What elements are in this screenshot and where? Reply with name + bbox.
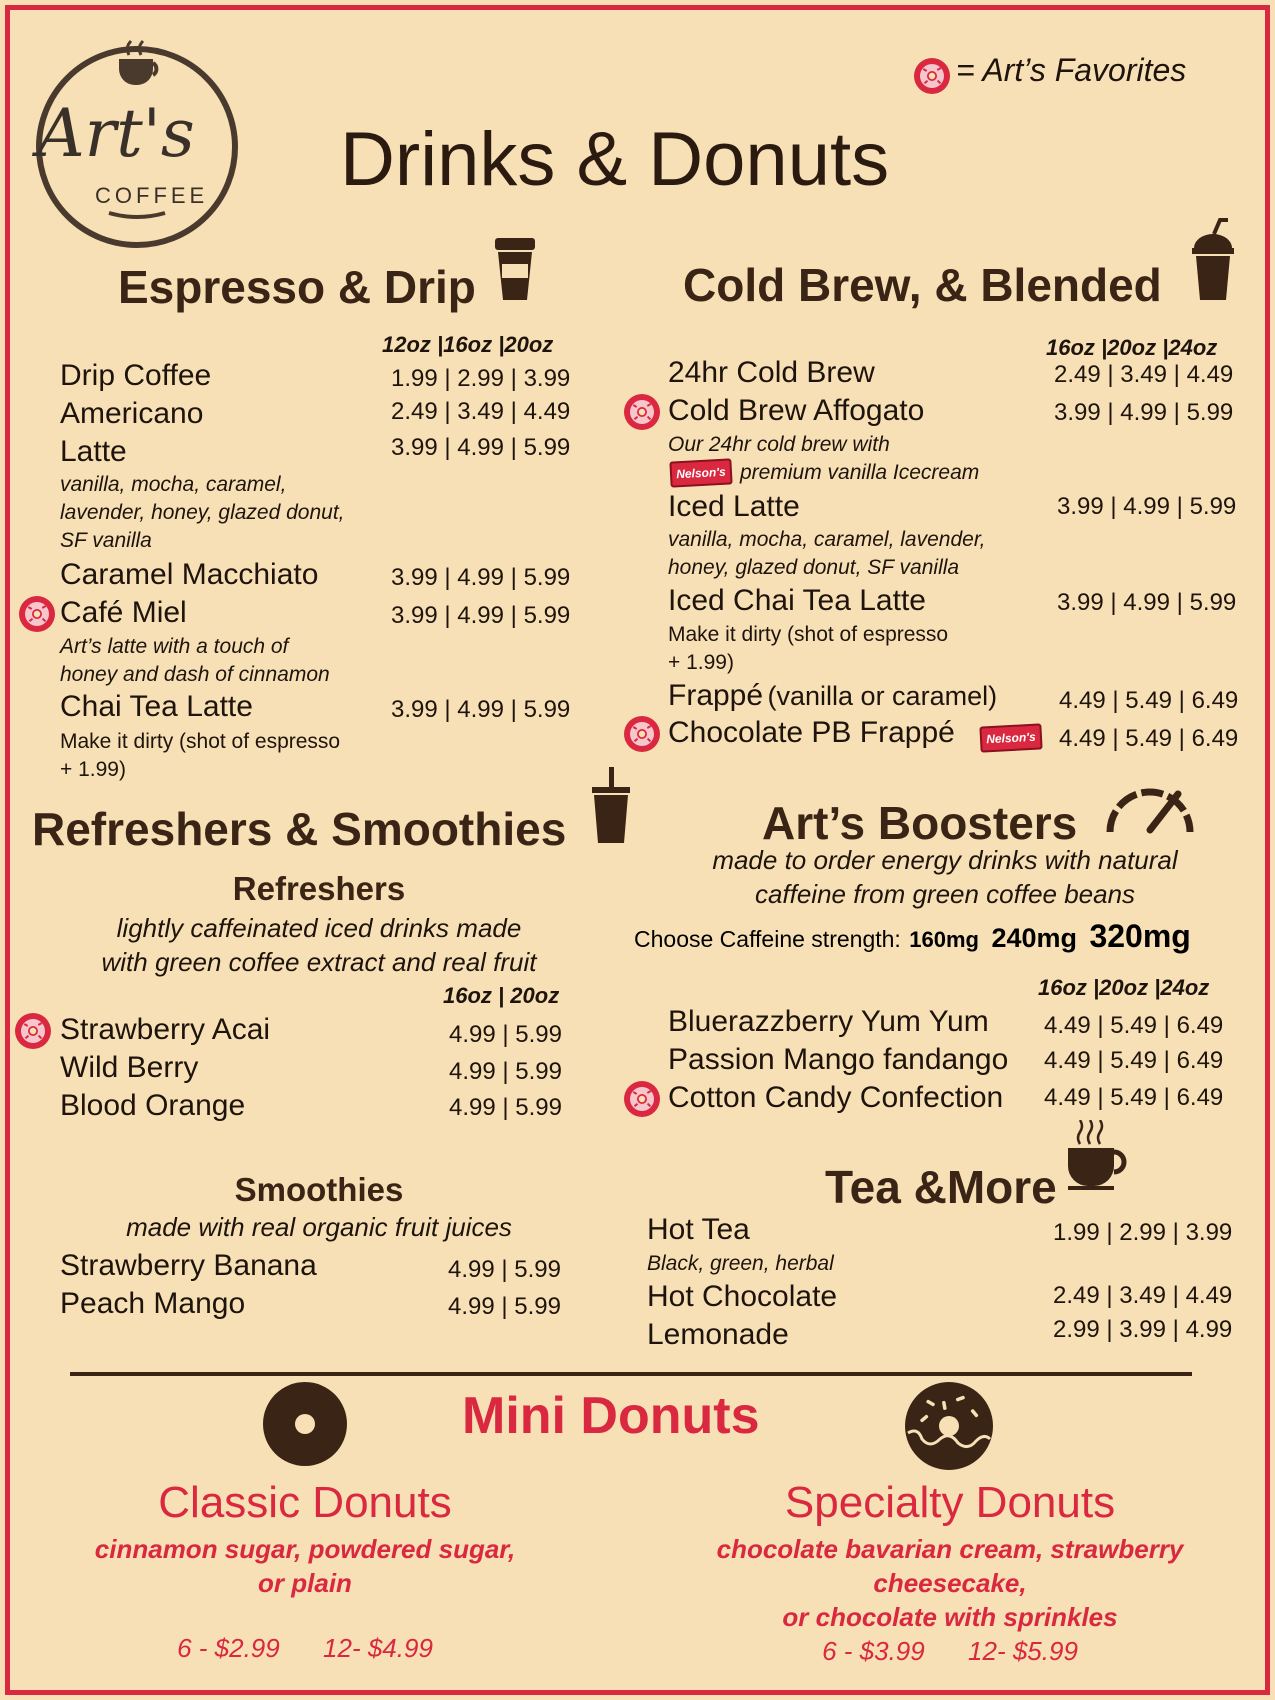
sprinkle-donut-icon <box>904 1381 994 1471</box>
item-price: 1.99 | 2.99 | 3.99 <box>391 365 571 392</box>
steaming-mug-icon <box>1066 1120 1130 1192</box>
list-item: Bluerazzberry Yum Yum <box>668 1005 989 1038</box>
classic-donuts-prices: 6 - $2.99 12- $4.99 <box>177 1633 433 1663</box>
item-price: 4.49 | 5.49 | 6.49 <box>1044 1084 1224 1111</box>
item-description: premium vanilla Icecream <box>740 461 980 484</box>
item-price: 4.49 | 5.49 | 6.49 <box>1044 1012 1224 1039</box>
item-price: 4.99 | 5.99 <box>448 1293 561 1320</box>
list-item: Wild Berry <box>60 1051 199 1084</box>
page-title: Drinks & Donuts <box>340 117 890 202</box>
smoothies-title: Smoothies <box>234 1171 404 1208</box>
item-price: 3.99 | 4.99 | 5.99 <box>391 564 571 591</box>
tea-section-title: Tea &More <box>825 1161 1057 1213</box>
logo-script: Art's <box>37 95 195 172</box>
donut-favorite-icon <box>623 1080 661 1118</box>
list-item: Americano <box>60 397 204 430</box>
list-item <box>668 679 997 713</box>
item-price: 3.99 | 4.99 | 5.99 <box>391 696 571 723</box>
item-price: 4.99 | 5.99 <box>449 1094 562 1121</box>
list-item: Caramel Macchiato <box>60 558 319 591</box>
iced-drink-icon <box>1190 218 1236 302</box>
strength-320: 320mg <box>1089 918 1191 954</box>
item-description: Make it dirty (shot of espresso + 1.99) <box>60 730 341 781</box>
item-description: vanilla, mocha, caramel, lavender, honey, glazed donut, SF vanilla <box>668 528 986 579</box>
logo-sub: COFFEE <box>95 183 209 208</box>
item-price: 3.99 | 4.99 | 5.99 <box>1057 493 1237 520</box>
item-price: 2.49 | 3.49 | 4.49 <box>1053 1282 1233 1309</box>
donut-favorite-icon <box>623 715 661 753</box>
list-item: Passion Mango fandango <box>668 1043 1009 1076</box>
section-divider <box>70 1372 1192 1376</box>
item-price: 1.99 | 2.99 | 3.99 <box>1053 1219 1233 1246</box>
specialty-donuts-description: chocolate bavarian cream, strawberry cheesecake, or chocolate with sprinkles <box>716 1534 1184 1632</box>
plain-donut-icon <box>262 1381 348 1467</box>
item-price: 4.99 | 5.99 <box>449 1058 562 1085</box>
item-price: 2.49 | 3.49 | 4.49 <box>1054 361 1234 388</box>
list-item: Drip Coffee <box>60 359 212 392</box>
boosters-section-title: Art’s Boosters <box>762 797 1078 849</box>
speedometer-icon <box>1102 780 1198 836</box>
boosters-description: made to order energy drinks with natural caffeine from green coffee beans <box>712 845 1178 909</box>
item-name-suffix: (vanilla or caramel) <box>767 681 998 711</box>
caffeine-strength-row <box>634 918 1191 955</box>
item-description: Art’s latte with a touch of honey and dash of cinnamon <box>60 635 330 686</box>
item-description: Black, green, herbal <box>647 1252 834 1275</box>
item-price: 4.49 | 5.49 | 6.49 <box>1059 687 1239 714</box>
to-go-cup-icon <box>493 236 537 302</box>
list-item: Hot Tea <box>647 1213 750 1246</box>
espresso-section-title: Espresso & Drip <box>118 261 476 313</box>
list-item: Chai Tea Latte <box>60 690 253 723</box>
list-item: Café Miel <box>60 596 187 629</box>
list-item: Strawberry Acai <box>60 1013 271 1046</box>
list-item: Hot Chocolate <box>647 1280 838 1313</box>
item-name: Frappé <box>668 679 764 712</box>
smoothies-description: made with real organic fruit juices <box>126 1212 512 1242</box>
specialty-donuts-prices: 6 - $3.99 12- $5.99 <box>822 1636 1078 1666</box>
caffeine-label: Choose Caffeine strength: <box>634 926 901 952</box>
list-item: 24hr Cold Brew <box>668 356 875 389</box>
refreshers-section-title: Refreshers & Smoothies <box>32 803 567 855</box>
item-price: 2.99 | 3.99 | 4.99 <box>1053 1316 1233 1343</box>
strength-160: 160mg <box>909 927 979 952</box>
item-description: Our 24hr cold brew with <box>668 433 890 456</box>
list-item: Iced Chai Tea Latte <box>668 584 926 617</box>
donut-favorite-icon <box>913 57 951 95</box>
cold-sizes-header: 16oz |20oz |24oz <box>1046 335 1218 360</box>
list-item: Cotton Candy Confection <box>668 1081 1004 1114</box>
item-description: vanilla, mocha, caramel, lavender, honey, glazed donut, SF vanilla <box>60 473 345 552</box>
favorites-legend: = Art’s Favorites <box>956 52 1187 88</box>
donut-favorite-icon <box>18 595 56 633</box>
classic-donuts-description: cinnamon sugar, powdered sugar, or plain <box>94 1534 516 1598</box>
list-item: Latte <box>60 435 127 468</box>
nelsons-logo: Nelson's <box>669 458 732 487</box>
classic-donuts-title: Classic Donuts <box>158 1478 452 1527</box>
iced-drink-icon <box>590 765 632 845</box>
donut-favorite-icon <box>623 393 661 431</box>
donuts-title: Mini Donuts <box>462 1387 760 1445</box>
item-price: 4.99 | 5.99 <box>448 1256 561 1283</box>
donut-favorite-icon <box>14 1012 52 1050</box>
item-price: 3.99 | 4.99 | 5.99 <box>391 434 571 461</box>
item-price: 4.99 | 5.99 <box>449 1021 562 1048</box>
list-item: Iced Latte <box>668 490 800 523</box>
list-item: Cold Brew Affogato <box>668 394 925 427</box>
item-price: 2.49 | 3.49 | 4.49 <box>391 398 571 425</box>
espresso-sizes-header: 12oz |16oz |20oz <box>382 332 554 357</box>
strength-240: 240mg <box>991 923 1077 953</box>
list-item: Blood Orange <box>60 1089 246 1122</box>
item-description: Make it dirty (shot of espresso + 1.99) <box>668 623 949 674</box>
refreshers-title: Refreshers <box>232 870 406 907</box>
item-price: 3.99 | 4.99 | 5.99 <box>391 602 571 629</box>
logo <box>25 25 250 250</box>
item-price: 4.49 | 5.49 | 6.49 <box>1044 1047 1224 1074</box>
list-item: Strawberry Banana <box>60 1249 317 1282</box>
refreshers-description: lightly caffeinated iced drinks made with green coffee extract and real fruit <box>101 913 537 977</box>
item-price: 4.49 | 5.49 | 6.49 <box>1059 725 1239 752</box>
nelsons-logo: Nelson's <box>979 723 1042 752</box>
list-item: Lemonade <box>647 1318 789 1351</box>
cold-section-title: Cold Brew, & Blended <box>683 259 1162 311</box>
item-price: 3.99 | 4.99 | 5.99 <box>1054 399 1234 426</box>
list-item: Chocolate PB Frappé <box>668 716 955 749</box>
specialty-donuts-title: Specialty Donuts <box>784 1478 1116 1527</box>
item-price: 3.99 | 4.99 | 5.99 <box>1057 589 1237 616</box>
list-item: Peach Mango <box>60 1287 246 1320</box>
refreshers-sizes-header: 16oz | 20oz <box>443 983 560 1008</box>
boosters-sizes-header: 16oz |20oz |24oz <box>1038 975 1210 1000</box>
